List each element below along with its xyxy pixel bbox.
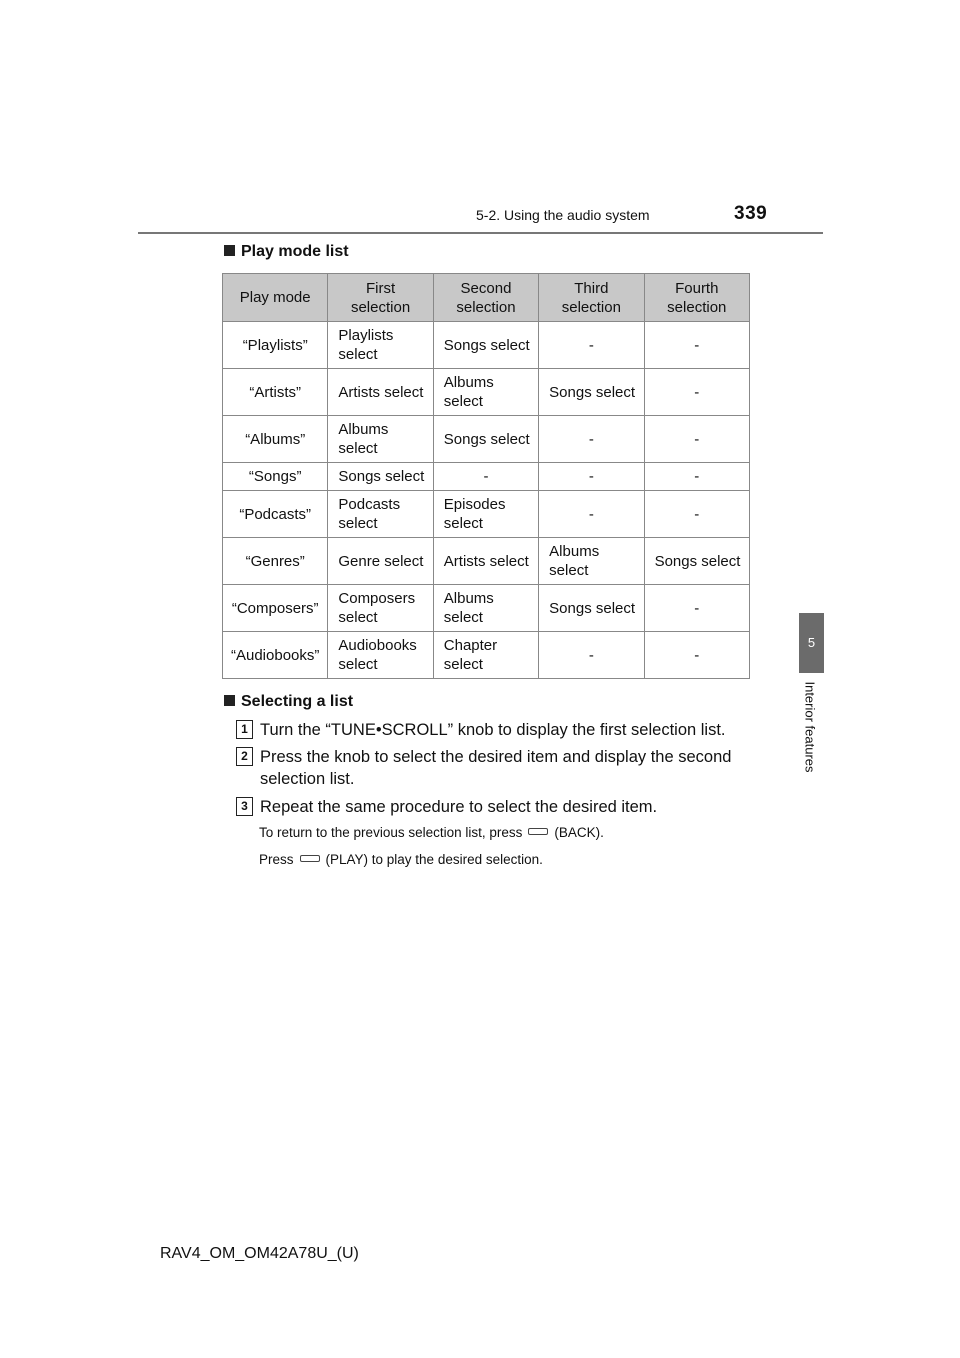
back-button-icon [528,828,548,835]
table-cell: Audiobooks select [328,632,433,679]
table-cell: - [644,632,749,679]
chapter-tab: 5 [799,613,824,673]
table-cell: Artists select [328,369,433,416]
table-cell: Albums select [539,538,644,585]
table-cell: - [539,632,644,679]
table-cell: “Genres” [223,538,328,585]
table-cell: Albums select [433,585,538,632]
bullet-square-icon [224,695,235,706]
header-cell: Third selection [539,274,644,322]
header-cell: Fourth selection [644,274,749,322]
table-cell: Albums select [433,369,538,416]
note-play [259,852,543,867]
note-text: (BACK). [554,825,604,840]
table-cell: Chapter select [433,632,538,679]
header-cell: Play mode [223,274,328,322]
table-row [223,416,750,463]
table-cell: Songs select [328,463,433,491]
play-mode-table [222,273,750,679]
table-cell: - [539,491,644,538]
table-cell: - [644,463,749,491]
table-cell: “Albums” [223,416,328,463]
table-row [223,369,750,416]
step-number: 1 [236,720,253,739]
step-text: Turn the “TUNE•SCROLL” knob to display the first selection list. [260,721,726,739]
table-row [223,632,750,679]
table-cell: Podcasts select [328,491,433,538]
table-cell: “Songs” [223,463,328,491]
table-header-row [223,274,750,322]
table-cell: - [539,416,644,463]
table-row [223,585,750,632]
header-cell: Second selection [433,274,538,322]
header-cell: First selection [328,274,433,322]
table-cell: “Podcasts” [223,491,328,538]
table-cell: Songs select [433,416,538,463]
chapter-label: Interior features [802,681,818,773]
note-back [259,825,604,840]
selecting-list-heading [224,693,353,711]
page-number: 339 [734,203,768,224]
table-row [223,322,750,369]
table-cell: - [644,416,749,463]
table-cell: Songs select [539,585,644,632]
step-number: 3 [236,797,253,816]
header-divider [138,232,823,234]
table-row [223,463,750,491]
selecting-list-title: Selecting a list [241,693,354,710]
note-text: Press [259,852,294,867]
table-cell: Songs select [433,322,538,369]
table-cell: - [539,322,644,369]
play-mode-list-heading [224,243,349,261]
table-cell: - [433,463,538,491]
table-cell: “Playlists” [223,322,328,369]
table-cell: Playlists select [328,322,433,369]
table-cell: Songs select [539,369,644,416]
table-row [223,491,750,538]
table-cell: “Audiobooks” [223,632,328,679]
step-number: 2 [236,747,253,766]
bullet-square-icon [224,245,235,256]
note-text: (PLAY) to play the desired selection. [325,852,543,867]
table-cell: - [539,463,644,491]
table-cell: “Artists” [223,369,328,416]
table-cell: Songs select [644,538,749,585]
table-cell: Albums select [328,416,433,463]
step-text: Repeat the same procedure to select the desired item. [260,798,658,816]
play-mode-list-title: Play mode list [241,243,349,260]
play-button-icon [300,855,320,862]
table-cell: “Composers” [223,585,328,632]
table-cell: - [644,585,749,632]
table-cell: - [644,491,749,538]
table-cell: - [644,369,749,416]
table-cell: Episodes select [433,491,538,538]
table-cell: Composers select [328,585,433,632]
table-row [223,538,750,585]
document-code: RAV4_OM_OM42A78U_(U) [160,1245,359,1262]
note-text: To return to the previous selection list, press [259,825,523,840]
section-header: 5-2. Using the audio system [476,207,650,223]
table-cell: Artists select [433,538,538,585]
table-cell: - [644,322,749,369]
step-text: Press the knob to select the desired item and display the second selection list. [260,748,732,788]
table-cell: Genre select [328,538,433,585]
